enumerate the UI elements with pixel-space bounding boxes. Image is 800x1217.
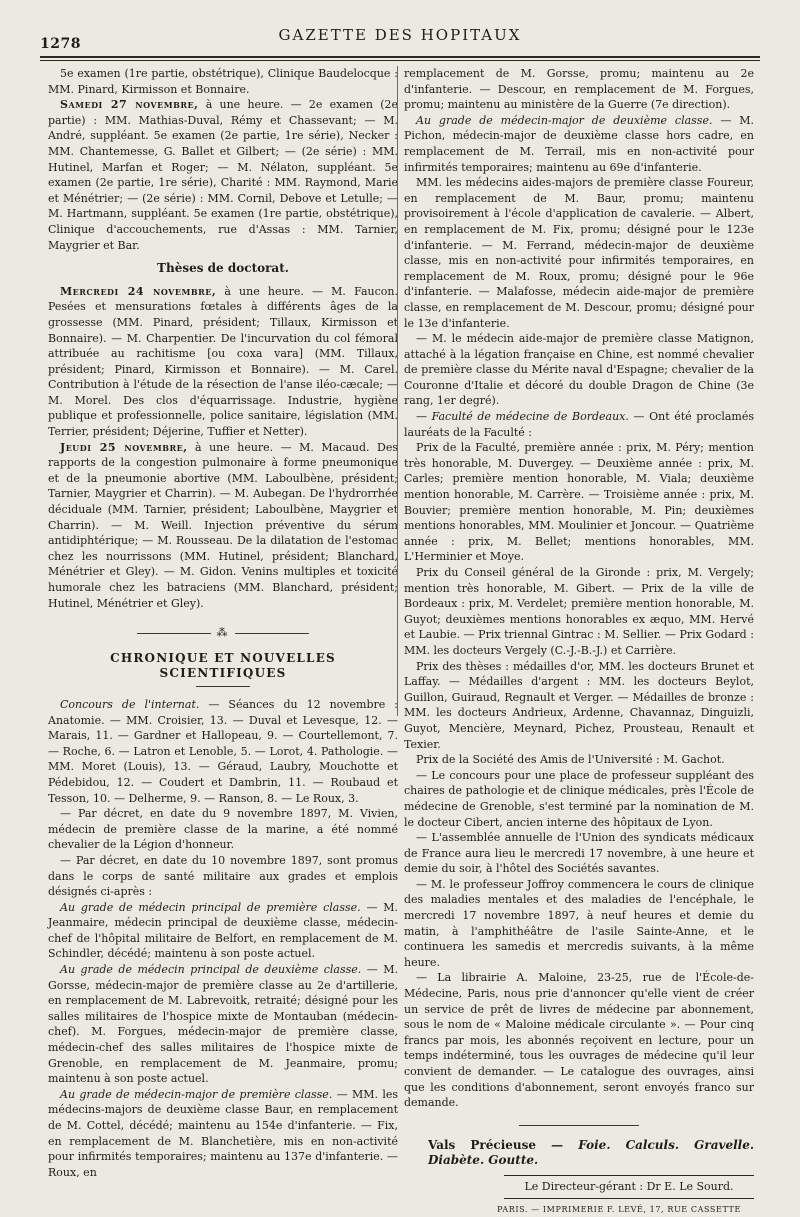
exam-paragraph: 5e examen (1re partie, obstétrique), Clinique Baudelocque : MM. Pinard, Kirmisson et Bonnaire.: [48, 67, 398, 96]
page-number: 1278: [40, 36, 81, 52]
news-paragraph: — Faculté de médecine de Bordeaux. — Ont été proclamés lauréats de la Faculté :: [404, 410, 754, 439]
column-divider: [397, 66, 398, 716]
header-rule: [40, 60, 760, 61]
news-paragraph: — M. le professeur Joffroy commencera le cours de clinique des maladies mentales et des maladies de l'encéphale, le mercredi 17 novembre 1897, à neuf heures et demie du matin, à l'amphithéâtre de l'asile Sainte-Anne, et le continuera les samedis et mercredis suivants, à la même heure.: [404, 877, 754, 969]
news-paragraph: Prix de la Faculté, première année : prix, M. Péry; mention très honorable, M. Duvergey. — Deuxième année : prix, M. Carles; première mention honorable, M. Viala; deuxième mention honorable, M. Carrère. — Troisième année : prix, M. Bouvier; première mention honorable, M. Pin; deuxièmes mentions honorables, MM. Moulinier et Joncour. — Quatrième année : prix, M. Bellet; mentions honorables, MM. L'Herminier et Moye.: [404, 441, 754, 564]
news-paragraph: — Le concours pour une place de professeur suppléant des chaires de pathologie et de clinique médicales, près l'École de médecine de Grenoble, s'est terminé par la nomination de M. le docteur Cibert, ancien interne des hôpitaux de Lyon.: [404, 768, 754, 829]
news-paragraph: — Par décret, en date du 10 novembre 1897, sont promus dans le corps de santé militaire aux grades et emplois désignés ci-après :: [48, 853, 398, 899]
news-paragraph: Au grade de médecin-major de deuxième classe. — M. Pichon, médecin-major de deuxième classe hors cadre, en remplacement de M. Terrail, mis en non-activité pour infirmités temporaires; maintenu au 69e d'infanterie.: [404, 113, 754, 174]
section-rule: [519, 1125, 639, 1126]
news-paragraph: Au grade de médecin-major de première classe. — MM. les médecins-majors de deuxième classe Baur, en remplacement de M. Cottel, décédé; maintenu au 154e d'infanterie. — Fix, en remplacement de M. Blanchetière, mis en non-activité pour infirmités temporaires; maintenu au 137e d'infanterie. — Roux, en: [48, 1087, 398, 1179]
section-ornament: ⁂: [48, 625, 398, 641]
heading-rule: [196, 686, 250, 687]
news-paragraph: remplacement de M. Gorsse, promu; maintenu au 2e d'infanterie. — Descour, en remplacement de M. Forgues, promu; maintenu au ministère de la Guerre (7e direction).: [404, 67, 754, 112]
theses-heading: Thèses de doctorat.: [157, 261, 289, 276]
news-paragraph: Prix des thèses : médailles d'or, MM. les docteurs Brunet et Laffay. — Médailles d'argent : MM. les docteurs Beylot, Guillon, Guiraud, Regnault et Verger. — Médailles de bronze : MM. les docteurs Andrieux, Ardenne, Chavannaz, Dinguizli, Guyot, Mencière, Meynard, Pichez, Prousteau, Renault et Texier.: [404, 659, 754, 751]
news-paragraph: Au grade de médecin principal de deuxième classe. — M. Gorsse, médecin-major de première classe au 2e d'artillerie, en remplacement de M. Labrevoitk, retraité; désigné pour les salles militaires de l'hospice mixte de Montauban (médecin-chef). M. Forgues, médecin-major de première classe, médecin-chef des salles militaires de l'hospice mixte de Grenoble, en remplacement de M. Jeanmaire, promu; maintenu à son poste actuel.: [48, 963, 398, 1086]
director-signature: Le Directeur-gérant : Dr E. Le Sourd.: [504, 1175, 754, 1199]
news-paragraph: — Par décret, en date du 9 novembre 1897, M. Vivien, médecin de première classe de la marine, a été nommé chevalier de la Légion d'honneur.: [48, 807, 398, 852]
news-paragraph: Concours de l'internat. — Séances du 12 novembre : Anatomie. — MM. Croisier, 13. — Duval et Levesque, 12. — Marais, 11. — Gardner et Hallopeau, 9. — Courtellemont, 7. — Roche, 6. — Latron et Lenoble, 5. — Lorot, 4. Pathologie. — MM. Moret (Louis), 13. — Géraud, Laubry, Mouchotte et Pédebidou, 12. — Coudert et Dambrin, 11. — Roubaud et Tesson, 10. — Delherme, 9. — Ranson, 8. — Le Roux, 3.: [48, 697, 398, 805]
theses-paragraph: Mercredi 24 novembre, à une heure. — M. Faucon. Pesées et mensurations fœtales à différents âges de la grossesse (MM. Pinard, président; Tillaux, Kirmisson et Bonnaire). — M. Charpentier. De l'incurvation du col fémoral attribuée au rachitisme [ou coxa vara] (MM. Tillaux, président; Pinard, Kirmisson et Bonnaire). — M. Carel. Contribution à l'étude de la résection de l'anse iléo-cæcale; — M. Morel. Des clos d'équarrissage. Industrie, hygiène publique et professionnelle, police sanitaire, législation (MM. Terrier, président; Déjerine, Tuffier et Netter).: [48, 284, 398, 439]
printer-imprint: PARIS. — IMPRIMERIE F. LEVÉ, 17, RUE CASSETTE: [497, 1204, 741, 1214]
right-column: [404, 66, 755, 1214]
theses-paragraph: Jeudi 25 novembre, à une heure. — M. Macaud. Des rapports de la congestion pulmonaire à forme pneumonique et de la pneumonie abortive (MM. Laboulbène, président; Tarnier, Maygrier et Charrin). — M. Aubegan. De l'hydrorrhée déciduale (MM. Tarnier, président; Laboulbène, Maygrier et Charrin). — M. Weill. Injection préventive du sérum antidiphtérique; — M. Rousseau. De la dilatation de l'estomac chez les nourrissons (MM. Hutinel, président; Blanchard, Ménétrier et Gley). — M. Gidon. Venins multiples et toxicité humorale chez les batraciens (MM. Blanchard, président; Hutinel, Ménétrier et Gley).: [48, 440, 398, 610]
running-title: GAZETTE DES HOPITAUX: [278, 26, 522, 44]
page-header: [40, 26, 760, 58]
chronique-heading: CHRONIQUE ET NOUVELLES SCIENTIFIQUES: [110, 650, 336, 681]
news-paragraph: MM. les médecins aides-majors de première classe Foureur, en remplacement de M. Baur, promu; maintenu provisoirement à l'école d'application de cavalerie. — Albert, en remplacement de M. Fix, promu; désigné pour le 123e d'infanterie. — M. Ferrand, médecin-major de deuxième classe, mis en non-activité pour infirmités temporaires, en remplacement de M. Roux, promu; désigné pour le 96e d'infanterie. — Malafosse, médecin aide-major de première classe, en remplacement de M. Descour, promu; désigné pour le 13e d'infanterie.: [404, 176, 754, 330]
news-paragraph: — L'assemblée annuelle de l'Union des syndicats médicaux de France aura lieu le mercredi 17 novembre, à une heure et demie du soir, à l'hôtel des Sociétés savantes.: [404, 831, 754, 876]
date-lead: Mercredi 24 novembre,: [60, 284, 217, 298]
news-paragraph: — M. le médecin aide-major de première classe Matignon, attaché à la légation française en Chine, est nommé chevalier de première classe du Mérite naval d'Espagne; chevalier de la Couronne d'Italie et décoré du double Dragon de Chine (3e rang, 1er degré).: [404, 332, 754, 408]
news-paragraph: — La librairie A. Maloine, 23-25, rue de l'École-de-Médecine, Paris, nous prie d'annoncer qu'elle vient de créer un service de prêt de livres de médecine par abonnement, sous le nom de « Maloine médicale circulante ». — Pour cinq francs par mois, les abonnés reçoivent en lecture, pour un temps indéterminé, tous les ouvrages de médecine qu'il leur convient de demander. — Le catalogue des ouvrages, ainsi que les conditions d'abonnement, seront envoyés franco sur demande.: [404, 971, 754, 1110]
news-paragraph: Prix du Conseil général de la Gironde : prix, M. Vergely; mention très honorable, M. Gibert. — Prix de la ville de Bordeaux : prix, M. Verdelet; première mention honorable, M. Guyot; deuxièmes mentions honorables ex æquo, MM. Hervé et Laubie. — Prix triennal Gintrac : M. Sellier. — Prix Godard : MM. les docteurs Vergely (C.-J.-B.-J.) et Carrière.: [404, 566, 754, 657]
date-lead: Jeudi 25 novembre,: [60, 440, 188, 454]
news-paragraph: Au grade de médecin principal de première classe. — M. Jeanmaire, médecin principal de deuxième classe, médecin-chef de l'hôpital militaire de Belfort, en remplacement de M. Schindler, décédé; maintenu à son poste actuel.: [48, 900, 398, 961]
exam-paragraph: Samedi 27 novembre, à une heure. — 2e examen (2e partie) : MM. Mathias-Duval, Rémy et Chassevant; — M. André, suppléant. 5e examen (2e partie, 1re série), Necker : MM. Chantemesse, G. Ballet et Gilbert; — (2e série) : MM. Hutinel, Marfan et Roger; — M. Nélaton, suppléant. 5e examen (2e partie, 1re série), Charité : MM. Raymond, Marie et Ménétrier; — (2e série) : MM. Cornil, Debove et Letulle; — M. Hartmann, suppléant. 5e examen (1re partie, obstétrique), Clinique d'accouchements, rue d'Assas : MM. Tarnier, Maygrier et Bar.: [48, 98, 399, 252]
left-column: [48, 66, 399, 1179]
advertisement: Vals Précieuse — Foie. Calculs. Gravelle. Diabète. Goutte.: [428, 1137, 755, 1168]
news-paragraph: Prix de la Société des Amis de l'Université : M. Gachot.: [416, 753, 725, 767]
date-lead: Samedi 27 novembre,: [60, 98, 199, 112]
